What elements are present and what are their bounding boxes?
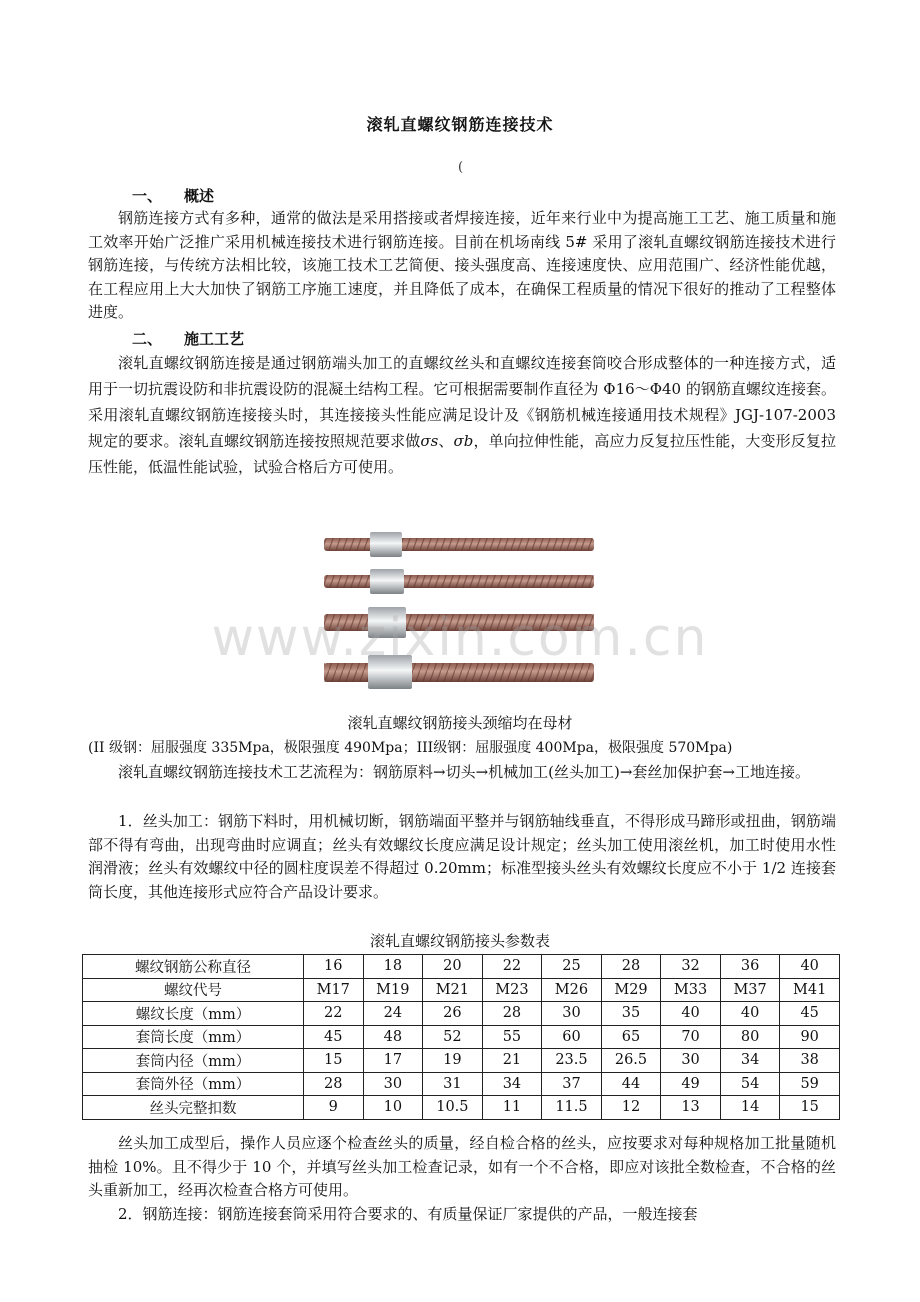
table-cell: 11 bbox=[482, 1096, 542, 1120]
table-cell: 28 bbox=[304, 1072, 364, 1096]
row-label: 套筒外径（mm） bbox=[83, 1072, 304, 1096]
section-heading-overview bbox=[132, 185, 214, 206]
row-label: 螺纹钢筋公称直径 bbox=[83, 955, 304, 979]
table-cell: 18 bbox=[363, 955, 423, 979]
table-cell: 44 bbox=[601, 1072, 661, 1096]
table-cell: 26 bbox=[423, 1002, 483, 1026]
table-cell: 10 bbox=[363, 1096, 423, 1120]
table-cell: 11.5 bbox=[542, 1096, 602, 1120]
table-row bbox=[83, 1025, 840, 1049]
table-cell: 24 bbox=[363, 1002, 423, 1026]
table-cell: 40 bbox=[720, 1002, 780, 1026]
table-cell: 54 bbox=[720, 1072, 780, 1096]
overview-text: 钢筋连接方式有多种，通常的做法是采用搭接或者焊接连接，近年来行业中为提高施工工艺、施工质量和施工效率开始广泛推广采用机械连接技术进行钢筋连接。目前在机场南线 5# 采用了滚轧直螺纹钢筋连接技术进行钢筋连接，与传统方法相比较，该施工技术工艺简便、接头强度高、连接速度快、应用范围广、经济性能优越，在工程应用上大大加快了钢筋工序施工速度，并且降低了成本，在确保工程质量的情况下很好的推动了工程整体进度。 bbox=[88, 209, 836, 322]
table-cell: 59 bbox=[780, 1072, 840, 1096]
process-text bbox=[88, 350, 836, 480]
section-number: 一、 bbox=[132, 187, 163, 205]
table-cell: 15 bbox=[780, 1096, 840, 1120]
row-label: 螺纹代号 bbox=[83, 978, 304, 1002]
process-text-a: 滚轧直螺纹钢筋连接是通过钢筋端头加工的直螺纹丝头和直螺纹连接套筒咬合形成整体的一种连接方式，适用于一切抗震设防和非抗震设防的混凝土结构工程。它可根据需要制作直径为 Φ16～Φ40 的钢筋直螺纹连接套。采用滚轧直螺纹钢筋连接接头时，其连接接头性能应满足设计及《钢筋机械连接通用技术规程》JGJ-107-2003 规定的要求。滚轧直螺纹钢筋连接按照规范要求做 bbox=[88, 354, 836, 450]
table-cell: 55 bbox=[482, 1025, 542, 1049]
table-cell: 13 bbox=[661, 1096, 721, 1120]
table-cell: 16 bbox=[304, 955, 364, 979]
table-cell: 12 bbox=[601, 1096, 661, 1120]
table-cell: 9 bbox=[304, 1096, 364, 1120]
table-row bbox=[83, 1096, 840, 1120]
inspection-text: 丝头加工成型后，操作人员应逐个检查丝头的质量，经自检合格的丝头，应按要求对每种规格加工批量随机抽检 10%。且不得少于 10 个，并填写丝头加工检查记录，如有一个不合格，即应对该批全数检查，不合格的丝头重新加工，经再次检查合格方可使用。 bbox=[88, 1134, 836, 1200]
table-cell: 52 bbox=[423, 1025, 483, 1049]
row-label: 螺纹长度（mm） bbox=[83, 1002, 304, 1026]
thread-processing-text: 1．丝头加工：钢筋下料时，用机械切断，钢筋端面平整并与钢筋轴线垂直，不得形成马蹄形或扭曲，钢筋端部不得有弯曲，出现弯曲时应调直；丝头有效螺纹长度应满足设计规定；丝头加工使用滚丝机，加工时使用水性润滑液；丝头有效螺纹中径的圆柱度误差不得超过 0.20mm；标准型接头丝头有效螺纹长度应不小于 1/2 连接套筒长度，其他连接形式应符合产品设计要求。 bbox=[88, 812, 836, 901]
stray-mark: ( bbox=[458, 160, 464, 175]
process-text-b: ，单向拉伸性能，高应力反复拉压性能，大变形反复拉压性能，低温性能试验，试验合格后方可使用。 bbox=[88, 432, 836, 476]
table-cell: 31 bbox=[423, 1072, 483, 1096]
table-cell: M17 bbox=[304, 978, 364, 1002]
row-label: 套筒长度（mm） bbox=[83, 1025, 304, 1049]
table-caption: 滚轧直螺纹钢筋接头参数表 bbox=[369, 932, 550, 950]
table-cell: 15 bbox=[304, 1049, 364, 1073]
table-cell: M29 bbox=[601, 978, 661, 1002]
table-cell: M26 bbox=[542, 978, 602, 1002]
table-cell: 35 bbox=[601, 1002, 661, 1026]
table-row bbox=[83, 1002, 840, 1026]
steel-grade-note: (II 级钢：屈服强度 335Mpa，极限强度 490Mpa；III级钢：屈服强度 400Mpa，极限强度 570Mpa) bbox=[88, 740, 733, 756]
workflow-paragraph bbox=[88, 761, 836, 785]
table-cell: 49 bbox=[661, 1072, 721, 1096]
table-cell: M33 bbox=[661, 978, 721, 1002]
table-cell: 65 bbox=[601, 1025, 661, 1049]
table-row bbox=[83, 955, 840, 979]
table-cell: 80 bbox=[720, 1025, 780, 1049]
inspection-paragraph bbox=[88, 1132, 836, 1203]
table-cell: 23.5 bbox=[542, 1049, 602, 1073]
sigma-b-symbol: σb bbox=[453, 432, 474, 450]
table-cell: 45 bbox=[780, 1002, 840, 1026]
symbol-separator: 、 bbox=[438, 432, 454, 450]
table-cell: M41 bbox=[780, 978, 840, 1002]
section-number: 二、 bbox=[132, 330, 163, 348]
table-cell: 34 bbox=[482, 1072, 542, 1096]
table-cell: 30 bbox=[661, 1049, 721, 1073]
table-cell: 37 bbox=[542, 1072, 602, 1096]
table-cell: 36 bbox=[720, 955, 780, 979]
table-cell: 28 bbox=[482, 1002, 542, 1026]
rebar-sample-2 bbox=[324, 569, 594, 594]
table-cell: 30 bbox=[363, 1072, 423, 1096]
table-cell: 70 bbox=[661, 1025, 721, 1049]
table-cell: 40 bbox=[661, 1002, 721, 1026]
table-cell: 38 bbox=[780, 1049, 840, 1073]
table-cell: 30 bbox=[542, 1002, 602, 1026]
table-cell: 14 bbox=[720, 1096, 780, 1120]
table-cell: 48 bbox=[363, 1025, 423, 1049]
process-paragraph bbox=[88, 350, 836, 480]
workflow-text: 滚轧直螺纹钢筋连接技术工艺流程为：钢筋原料→切头→机械加工(丝头加工)→套丝加保护套→工地连接。 bbox=[118, 763, 810, 781]
table-cell: M37 bbox=[720, 978, 780, 1002]
table-cell: 60 bbox=[542, 1025, 602, 1049]
table-cell: 10.5 bbox=[423, 1096, 483, 1120]
table-cell: 45 bbox=[304, 1025, 364, 1049]
table-cell: 22 bbox=[482, 955, 542, 979]
table-cell: M19 bbox=[363, 978, 423, 1002]
table-cell: 28 bbox=[601, 955, 661, 979]
watermark: www.zixin.com.cn bbox=[211, 608, 709, 668]
section-heading-process bbox=[132, 328, 244, 349]
section-title: 概述 bbox=[184, 187, 215, 205]
table-cell: 25 bbox=[542, 955, 602, 979]
sigma-s-symbol: σs bbox=[420, 432, 439, 450]
photo-caption: 滚轧直螺纹钢筋接头颈缩均在母材 bbox=[347, 714, 573, 732]
table-cell: 22 bbox=[304, 1002, 364, 1026]
section-title: 施工工艺 bbox=[184, 330, 245, 348]
table-cell: 20 bbox=[423, 955, 483, 979]
overview-paragraph bbox=[88, 207, 836, 325]
table-cell: 17 bbox=[363, 1049, 423, 1073]
table-cell: 21 bbox=[482, 1049, 542, 1073]
table-cell: 26.5 bbox=[601, 1049, 661, 1073]
table-cell: 34 bbox=[720, 1049, 780, 1073]
table-row bbox=[83, 978, 840, 1002]
table-row bbox=[83, 1072, 840, 1096]
thread-processing-paragraph bbox=[88, 810, 836, 904]
table-cell: M23 bbox=[482, 978, 542, 1002]
row-label: 丝头完整扣数 bbox=[83, 1096, 304, 1120]
table-cell: 90 bbox=[780, 1025, 840, 1049]
connection-text: 2．钢筋连接：钢筋连接套筒采用符合要求的、有质量保证厂家提供的产品，一般连接套 bbox=[118, 1205, 698, 1223]
table-cell: 32 bbox=[661, 955, 721, 979]
joint-parameter-table bbox=[82, 954, 840, 1120]
table-cell: M21 bbox=[423, 978, 483, 1002]
rebar-sample-1 bbox=[324, 532, 594, 557]
table-row bbox=[83, 1049, 840, 1073]
connection-paragraph bbox=[88, 1203, 836, 1227]
row-label: 套筒内径（mm） bbox=[83, 1049, 304, 1073]
table-cell: 40 bbox=[780, 955, 840, 979]
document-title: 滚轧直螺纹钢筋连接技术 bbox=[366, 115, 554, 134]
table-cell: 19 bbox=[423, 1049, 483, 1073]
